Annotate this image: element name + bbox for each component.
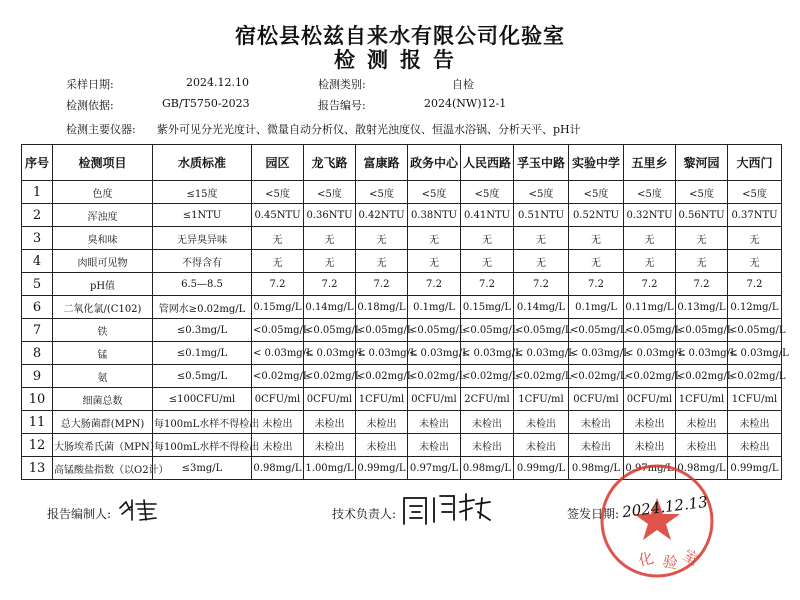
result-cell: 0CFU/ml (569, 388, 624, 411)
table-header-row (22, 145, 782, 181)
result-cell: 未检出 (408, 434, 461, 457)
result-cell: 未检出 (569, 411, 624, 434)
result-cell: 无 (356, 227, 408, 250)
sign-date-label: 签发日期: (567, 507, 620, 521)
result-cell: <0.02mg/L (252, 365, 304, 388)
result-cell: 0.52NTU (569, 204, 624, 227)
test-item-cell: 总大肠菌群(MPN) (53, 411, 153, 434)
instruments-value: 紫外可见分光光度计、微量自动分析仪、散射光浊度仪、恒温水浴锅、分析天平、pH计 (157, 123, 581, 136)
result-cell: 7.2 (304, 273, 356, 296)
result-cell: 7.2 (676, 273, 728, 296)
test-item-cell: 高锰酸盐指数（以O2计） (53, 457, 153, 480)
result-cell: <5度 (676, 181, 728, 204)
result-cell: <0.05mg/L (461, 319, 514, 342)
result-cell: 0CFU/ml (624, 388, 676, 411)
row-number-cell: 7 (22, 319, 53, 342)
result-cell: 未检出 (676, 434, 728, 457)
result-cell: <0.02mg/L (676, 365, 728, 388)
column-header: 孚玉中路 (514, 145, 569, 181)
result-cell: <0.02mg/L (461, 365, 514, 388)
result-cell: 1CFU/ml (356, 388, 408, 411)
basis-label: 检测依据: (66, 99, 114, 112)
standard-cell: ≤15度 (153, 181, 252, 204)
report-no-label: 报告编号: (318, 99, 366, 112)
result-cell: <5度 (728, 181, 782, 204)
result-cell: 1CFU/ml (514, 388, 569, 411)
result-cell: <0.05mg/L (728, 319, 782, 342)
result-cell: 7.2 (569, 273, 624, 296)
result-cell: 未检出 (728, 411, 782, 434)
test-item-cell: 铁 (53, 319, 153, 342)
result-cell: 未检出 (676, 411, 728, 434)
report-title: 宿松县松兹自来水有限公司化验室 (235, 23, 565, 48)
column-header: 水质标准 (153, 145, 252, 181)
result-cell: 未检出 (461, 434, 514, 457)
result-cell: 0.11mg/L (624, 296, 676, 319)
result-cell: <0.05mg/L (252, 319, 304, 342)
column-header: 政务中心 (408, 145, 461, 181)
result-cell: <0.02mg/L (304, 365, 356, 388)
column-header: 人民西路 (461, 145, 514, 181)
result-cell: 0.99mg/L (514, 457, 569, 480)
result-cell: 0.15mg/L (461, 296, 514, 319)
company-seal (598, 462, 716, 580)
result-cell: 0.97mg/L (408, 457, 461, 480)
table-row (22, 342, 782, 365)
result-cell: <0.02mg/L (514, 365, 569, 388)
test-category-value: 自检 (452, 78, 474, 91)
result-cell: < 0.03mg/L (728, 342, 782, 365)
result-cell: 未检出 (514, 411, 569, 434)
table-body (22, 181, 789, 480)
row-number-cell: 13 (22, 457, 53, 480)
result-cell: 2CFU/ml (461, 388, 514, 411)
result-cell: 0.14mg/L (304, 296, 356, 319)
result-cell: 0.1mg/L (569, 296, 624, 319)
result-cell: 无 (569, 227, 624, 250)
result-cell: 0.18mg/L (356, 296, 408, 319)
result-cell: <0.05mg/L (356, 319, 408, 342)
result-cell: 0CFU/ml (304, 388, 356, 411)
svg-text:室: 室 (680, 545, 703, 569)
result-cell: <0.02mg/L (624, 365, 676, 388)
table-row (22, 181, 782, 204)
result-cell: <0.05mg/L (514, 319, 569, 342)
sampling-date-value: 2024.12.10 (186, 76, 249, 89)
svg-text:化: 化 (636, 548, 656, 570)
result-cell: 未检出 (356, 434, 408, 457)
result-cell: 0.14mg/L (514, 296, 569, 319)
column-header: 五里乡 (624, 145, 676, 181)
result-cell: <0.02mg/L (569, 365, 624, 388)
column-header: 序号 (22, 145, 53, 181)
result-cell: 0.42NTU (356, 204, 408, 227)
result-cell: 无 (408, 250, 461, 273)
test-item-cell: 氨 (53, 365, 153, 388)
result-cell: 1CFU/ml (676, 388, 728, 411)
instruments-label: 检测主要仪器: (66, 123, 136, 136)
result-cell: 未检出 (514, 434, 569, 457)
result-cell: <0.02mg/L (728, 365, 782, 388)
result-cell: 7.2 (624, 273, 676, 296)
result-cell: 0.97mg/L (624, 457, 676, 480)
report-subtitle: 检测报告 (334, 47, 466, 72)
tech-signature (400, 490, 495, 528)
test-item-cell: 锰 (53, 342, 153, 365)
result-cell: <5度 (624, 181, 676, 204)
result-cell: < 0.03mg/L (408, 342, 461, 365)
row-number-cell: 12 (22, 434, 53, 457)
standard-cell: 不得含有 (153, 250, 252, 273)
row-number-cell: 4 (22, 250, 53, 273)
table-row (22, 273, 782, 296)
result-cell: 未检出 (624, 434, 676, 457)
result-cell: 0.12mg/L (728, 296, 782, 319)
result-cell: < 0.03mg/L (676, 342, 728, 365)
standard-cell: ≤100CFU/ml (153, 388, 252, 411)
result-cell: <0.05mg/L (408, 319, 461, 342)
row-number-cell: 6 (22, 296, 53, 319)
sampling-date-label: 采样日期: (66, 78, 114, 91)
row-number-cell: 9 (22, 365, 53, 388)
result-cell: 无 (514, 227, 569, 250)
result-cell: 0.38NTU (408, 204, 461, 227)
result-cell: 无 (676, 250, 728, 273)
table-row (22, 365, 782, 388)
result-cell: <0.02mg/L (408, 365, 461, 388)
result-cell: <5度 (461, 181, 514, 204)
column-header: 富康路 (356, 145, 408, 181)
result-cell: 0CFU/ml (252, 388, 304, 411)
compiler-signature (116, 494, 162, 524)
result-cell: 未检出 (408, 411, 461, 434)
result-cell: 0.98mg/L (252, 457, 304, 480)
result-cell: 7.2 (728, 273, 782, 296)
result-cell: 无 (514, 250, 569, 273)
result-cell: <0.05mg/L (304, 319, 356, 342)
result-cell: 0.99mg/L (356, 457, 408, 480)
test-item-cell: 细菌总数 (53, 388, 153, 411)
result-cell: 0.41NTU (461, 204, 514, 227)
result-cell: 0.36NTU (304, 204, 356, 227)
result-cell: <0.02mg/L (356, 365, 408, 388)
result-cell: 0.56NTU (676, 204, 728, 227)
result-cell: 未检出 (356, 411, 408, 434)
result-cell: 无 (624, 227, 676, 250)
result-cell: 0.13mg/L (676, 296, 728, 319)
result-cell: 无 (304, 250, 356, 273)
result-cell: 0.1mg/L (408, 296, 461, 319)
result-cell: 未检出 (304, 434, 356, 457)
standard-cell: ≤0.3mg/L (153, 319, 252, 342)
test-item-cell: 大肠埃希氏菌（MPN） (53, 434, 153, 457)
column-header: 大西门 (728, 145, 782, 181)
row-number-cell: 3 (22, 227, 53, 250)
compiler-label: 报告编制人: (47, 507, 112, 521)
results-table (21, 144, 789, 480)
standard-cell: 无异臭异味 (153, 227, 252, 250)
table-row (22, 411, 782, 434)
result-cell: 0.37NTU (728, 204, 782, 227)
result-cell: <5度 (408, 181, 461, 204)
result-cell: 7.2 (356, 273, 408, 296)
result-cell: 无 (408, 227, 461, 250)
row-number-cell: 2 (22, 204, 53, 227)
result-cell: 未检出 (461, 411, 514, 434)
standard-cell: 管网水≥0.02mg/L (153, 296, 252, 319)
sign-date-value: 2024.12.13 (621, 492, 709, 522)
column-header: 园区 (252, 145, 304, 181)
test-item-cell: 浑浊度 (53, 204, 153, 227)
standard-cell: 每100mL水样不得检出 (153, 411, 252, 434)
result-cell: 1.00mg/L (304, 457, 356, 480)
result-cell: 1CFU/ml (728, 388, 782, 411)
result-cell: 7.2 (514, 273, 569, 296)
test-item-cell: 色度 (53, 181, 153, 204)
result-cell: 0.32NTU (624, 204, 676, 227)
tech-label: 技术负责人: (332, 507, 397, 521)
result-cell: <5度 (252, 181, 304, 204)
result-cell: 0.98mg/L (569, 457, 624, 480)
column-header: 龙飞路 (304, 145, 356, 181)
result-cell: 未检出 (728, 434, 782, 457)
row-number-cell: 8 (22, 342, 53, 365)
result-cell: < 0.03mg/L (569, 342, 624, 365)
test-item-cell: pH值 (53, 273, 153, 296)
result-cell: 0.98mg/L (461, 457, 514, 480)
result-cell: <5度 (356, 181, 408, 204)
result-cell: 无 (728, 250, 782, 273)
result-cell: < 0.03mg/L (252, 342, 304, 365)
result-cell: 0.99mg/L (728, 457, 782, 480)
result-cell: 0CFU/ml (408, 388, 461, 411)
standard-cell: ≤3mg/L (153, 457, 252, 480)
result-cell: < 0.03mg/L (356, 342, 408, 365)
column-header: 检测项目 (53, 145, 153, 181)
result-cell: <0.05mg/L (676, 319, 728, 342)
result-cell: <0.05mg/L (624, 319, 676, 342)
report-no-value: 2024(NW)12-1 (424, 97, 507, 110)
result-cell: 无 (676, 227, 728, 250)
result-cell: 未检出 (569, 434, 624, 457)
result-cell: 未检出 (252, 434, 304, 457)
result-cell: 无 (356, 250, 408, 273)
standard-cell: 每100mL水样不得检出 (153, 434, 252, 457)
result-cell: 未检出 (624, 411, 676, 434)
result-cell: <0.05mg/L (569, 319, 624, 342)
row-number-cell: 10 (22, 388, 53, 411)
standard-cell: ≤0.1mg/L (153, 342, 252, 365)
table-row (22, 388, 782, 411)
standard-cell: ≤0.5mg/L (153, 365, 252, 388)
result-cell: 0.51NTU (514, 204, 569, 227)
table-row (22, 204, 782, 227)
row-number-cell: 5 (22, 273, 53, 296)
result-cell: 无 (252, 227, 304, 250)
result-cell: 无 (569, 250, 624, 273)
test-item-cell: 二氧化氯/(C102) (53, 296, 153, 319)
svg-text:验: 验 (661, 552, 680, 573)
row-number-cell: 1 (22, 181, 53, 204)
result-cell: 0.45NTU (252, 204, 304, 227)
result-cell: <5度 (569, 181, 624, 204)
row-number-cell: 11 (22, 411, 53, 434)
table-row (22, 227, 782, 250)
table-header (22, 145, 782, 181)
basis-value: GB/T5750-2023 (162, 97, 250, 110)
result-cell: 未检出 (304, 411, 356, 434)
test-item-cell: 臭和味 (53, 227, 153, 250)
result-cell: 未检出 (252, 411, 304, 434)
result-cell: < 0.03mg/L (304, 342, 356, 365)
table-row (22, 434, 782, 457)
result-cell: <5度 (304, 181, 356, 204)
result-cell: 无 (728, 227, 782, 250)
result-cell: 7.2 (408, 273, 461, 296)
result-cell: < 0.03mg/L (624, 342, 676, 365)
result-cell: 7.2 (252, 273, 304, 296)
result-cell: 0.98mg/L (676, 457, 728, 480)
test-item-cell: 肉眼可见物 (53, 250, 153, 273)
standard-cell: ≤1NTU (153, 204, 252, 227)
result-cell: 无 (304, 227, 356, 250)
table-row (22, 296, 782, 319)
table-row (22, 319, 782, 342)
standard-cell: 6.5—8.5 (153, 273, 252, 296)
result-cell: 无 (624, 250, 676, 273)
result-cell: 无 (252, 250, 304, 273)
result-cell: < 0.03mg/L (514, 342, 569, 365)
result-cell: 无 (461, 250, 514, 273)
result-cell: 7.2 (461, 273, 514, 296)
column-header: 实验中学 (569, 145, 624, 181)
result-cell: < 0.03mg/L (461, 342, 514, 365)
result-cell: 无 (461, 227, 514, 250)
table-row (22, 250, 782, 273)
test-category-label: 检测类别: (318, 78, 366, 91)
result-cell: <5度 (514, 181, 569, 204)
column-header: 黎河园 (676, 145, 728, 181)
result-cell: 0.15mg/L (252, 296, 304, 319)
